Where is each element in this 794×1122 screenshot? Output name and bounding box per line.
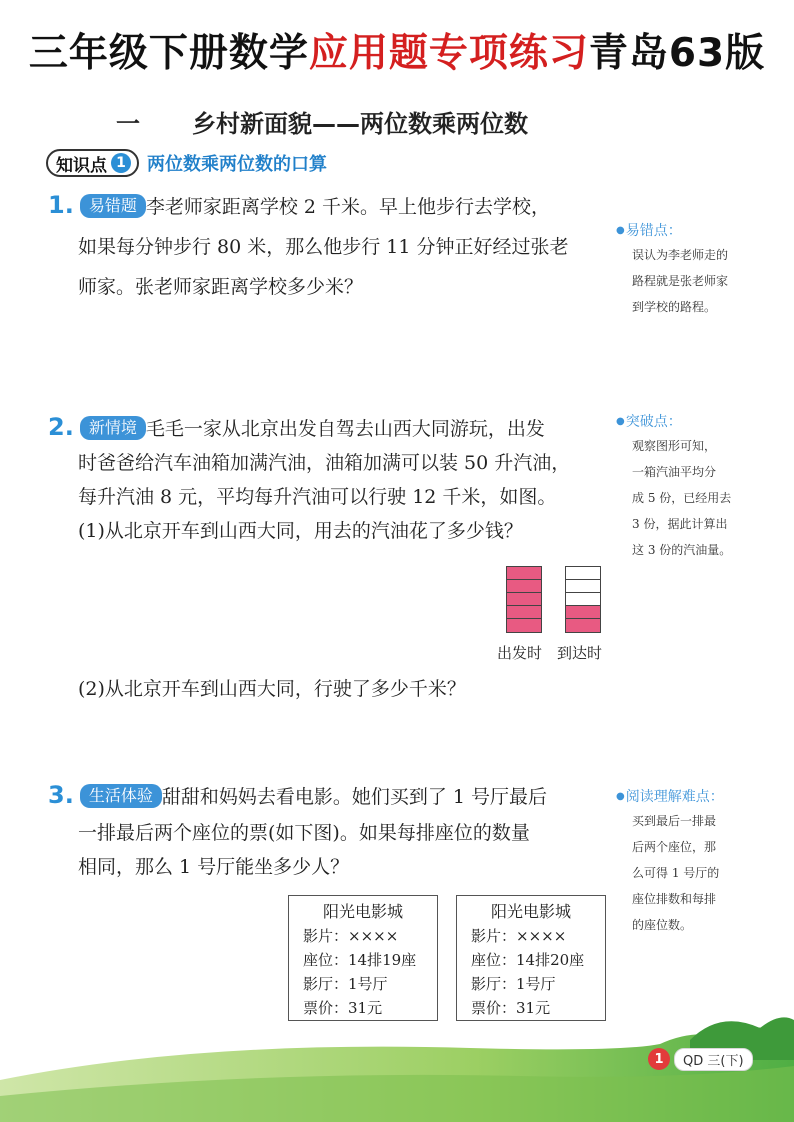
banner-part3: 青岛63版	[588, 31, 766, 76]
knowledge-point-number: 1	[111, 153, 131, 173]
page-banner	[0, 22, 794, 78]
banner-part1: 三年级下册数学	[28, 31, 309, 76]
question-tag: 新情境	[80, 416, 146, 440]
side-note-line: 么可得 1 号厅的	[632, 866, 720, 880]
bullet-icon: ●	[616, 791, 625, 802]
side-note-line: 一箱汽油平均分	[632, 465, 717, 479]
ticket-seat: 座位：14排20座	[471, 951, 585, 969]
page-number: 1	[648, 1048, 670, 1070]
tank-part-filled	[507, 606, 541, 619]
question-number: 3.	[48, 781, 74, 809]
ticket-price: 票价：31元	[303, 999, 383, 1017]
tank-part-filled	[566, 619, 600, 632]
ticket-film: 影片：××××	[471, 927, 567, 945]
question-line: 每升汽油 8 元，平均每升汽油可以行驶 12 千米，如图。	[78, 486, 557, 508]
question-line: 毛毛一家从北京出发自驾去山西大同游玩，出发	[145, 418, 545, 440]
question-line: 甜甜和妈妈去看电影。她们买到了 1 号厅最后	[161, 786, 548, 808]
tank-part-filled	[566, 606, 600, 619]
edition-label: QD 三(下)	[674, 1048, 753, 1071]
tank-part-filled	[507, 619, 541, 632]
ticket-price: 票价：31元	[471, 999, 551, 1017]
question-line: 师家。张老师家距离学校多少米？	[78, 276, 364, 298]
side-note-line: 成 5 份，已经用去	[632, 491, 732, 505]
question-line: 时爸爸给汽车油箱加满汽油，油箱加满可以装 50 升汽油，	[78, 452, 571, 474]
section-number: 一	[116, 110, 140, 138]
tank-start-label: 出发时	[497, 644, 543, 662]
knowledge-point-header	[46, 149, 327, 177]
question-line: (1)从北京开车到山西大同，用去的汽油花了多少钱？	[78, 520, 523, 542]
question-line: 相同，那么 1 号厅能坐多少人？	[78, 856, 350, 878]
ticket-hall: 影厅：1号厅	[471, 975, 556, 993]
question-number: 2.	[48, 413, 74, 441]
question-line: 一排最后两个座位的票(如下图)。如果每排座位的数量	[78, 822, 530, 844]
q1-side-note	[616, 220, 728, 320]
side-note-line: 到学校的路程。	[632, 300, 717, 314]
question-3	[48, 778, 547, 884]
side-note-line: 这 3 份的汽油量。	[632, 543, 732, 557]
side-note-heading: 易错点：	[625, 223, 682, 239]
side-note-line: 后两个座位，那	[632, 840, 717, 854]
side-note-line: 买到最后一排最	[632, 814, 717, 828]
question-line: 如果每分钟步行 80 米，那么他步行 11 分钟正好经过张老	[78, 236, 569, 258]
side-note-heading: 阅读理解难点：	[625, 789, 724, 805]
tank-part-filled	[507, 580, 541, 593]
fuel-tank-end	[565, 566, 601, 633]
side-note-line: 座位排数和每排	[632, 892, 717, 906]
tank-part-empty	[566, 567, 600, 580]
question-tag: 易错题	[80, 194, 146, 218]
side-note-line: 3 份，据此计算出	[632, 517, 728, 531]
ticket-title: 阳光电影城	[322, 902, 403, 921]
fuel-tank-start	[506, 566, 542, 633]
bullet-icon: ●	[616, 416, 625, 427]
knowledge-point-badge	[46, 149, 139, 177]
question-line: 李老师家距离学校 2 千米。早上他步行去学校，	[145, 196, 551, 218]
question-2-part-2: (2)从北京开车到山西大同，行驶了多少千米？	[78, 678, 466, 700]
q2-side-note	[616, 411, 731, 563]
bullet-icon: ●	[616, 225, 625, 236]
section-title-text: 乡村新面貌——两位数乘两位数	[192, 110, 528, 138]
page-indicator	[648, 1047, 753, 1071]
side-note-heading: 突破点：	[625, 414, 682, 430]
q3-side-note	[616, 786, 724, 938]
question-tag: 生活体验	[80, 784, 162, 808]
knowledge-point-title: 两位数乘两位数的口算	[147, 154, 327, 175]
ticket-title: 阳光电影城	[490, 902, 571, 921]
question-2	[48, 410, 570, 548]
tank-part-empty	[566, 593, 600, 606]
tank-part-filled	[507, 567, 541, 580]
question-1	[48, 188, 569, 304]
ticket-film: 影片：××××	[303, 927, 399, 945]
knowledge-point-label: 知识点	[56, 155, 107, 176]
ticket-seat: 座位：14排19座	[303, 951, 417, 969]
side-note-line: 路程就是张老师家	[632, 274, 729, 288]
tank-part-empty	[566, 580, 600, 593]
side-note-line: 观察图形可知，	[632, 439, 717, 453]
tank-end-label: 到达时	[557, 644, 603, 662]
tank-part-filled	[507, 593, 541, 606]
ticket-hall: 影厅：1号厅	[303, 975, 388, 993]
banner-part2: 应用题专项练习	[308, 31, 589, 76]
side-note-line: 误认为李老师走的	[632, 248, 729, 262]
question-number: 1.	[48, 191, 74, 219]
section-title	[116, 104, 528, 139]
side-note-line: 的座位数。	[632, 918, 693, 932]
